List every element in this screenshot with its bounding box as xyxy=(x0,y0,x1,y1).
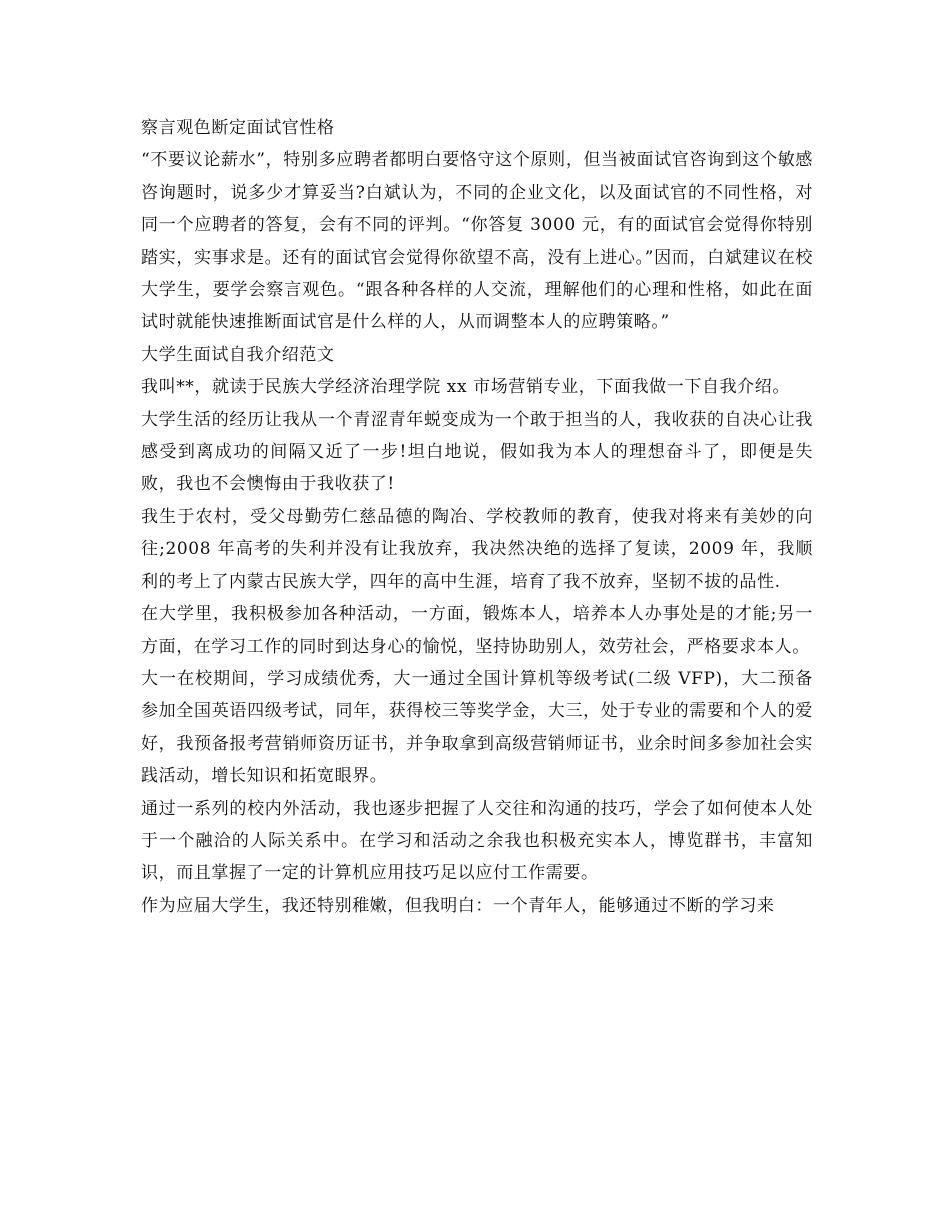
paragraph-communication-skills: 通过一系列的校内外活动，我也逐步把握了人交往和沟通的技巧，学会了如何使本人处于一个融洽的人际关系中。在学习和活动之余我也积极充实本人，博览群书，丰富知识，而且掌握了一定的计算机应用技巧足以应付工作需要。 xyxy=(141,798,813,884)
paragraph-achievements: 大一在校期间，学习成绩优秀，大一通过全国计算机等级考试(二级 VFP)，大二预备参加全国英语四级考试，同年，获得校三等奖学金，大三，处于专业的需要和个人的爱好，我预备报考营销师资历证书，并争取拿到高级营销师证书，业余时间多参加社会实践活动，增长知识和拓宽眼界。 xyxy=(141,668,813,787)
paragraph-university-life: 大学生活的经历让我从一个青涩青年蜕变成为一个敢于担当的人，我收获的自决心让我感受到离成功的间隔又近了一步!坦白地说，假如我为本人的理想奋斗了，即便是失败，我也不会懊悔由于我收获了! xyxy=(141,409,813,495)
paragraph-name-and-major: 我叫**，就读于民族大学经济治理学院 xx 市场营销专业，下面我做一下自我介绍。 xyxy=(141,377,790,398)
paragraph-conclusion: 作为应届大学生，我还特别稚嫩，但我明白：一个青年人，能够通过不断的学习来 xyxy=(141,895,775,916)
section-title-interviewer-personality: 察言观色断定面试官性格 xyxy=(141,118,335,138)
paragraph-background: 我生于农村，受父母勤劳仁慈品德的陶冶、学校教师的教育，使我对将来有美妙的向往;2008 年高考的失利并没有让我放弃，我决然决绝的选择了复读，2009 年，我顺利的考上了内蒙古民族大学，四年的高中生涯，培育了我不放弃，坚韧不拔的品性. xyxy=(141,506,813,592)
document-page xyxy=(141,112,813,922)
paragraph-salary-discussion: “不要议论薪水”，特别多应聘者都明白要恪守这个原则，但当被面试官咨询到这个敏感咨询题时，说多少才算妥当?白斌认为，不同的企业文化，以及面试官的不同性格，对同一个应聘者的答复，会有不同的评判。“你答复 3000 元，有的面试官会觉得你特别踏实，实事求是。还有的面试官会觉得你欲望不高，没有上进心。”因而，白斌建议在校大学生，要学会察言观色。“跟各种各样的人交流，理解他们的心理和性格，如此在面试时就能快速推断面试官是什么样的人，从而调整本人的应聘策略。” xyxy=(141,150,813,333)
section-title-self-introduction: 大学生面试自我介绍范文 xyxy=(141,344,335,365)
paragraph-activities: 在大学里，我积极参加各种活动，一方面，锻炼本人，培养本人办事处是的才能;另一方面，在学习工作的同时到达身心的愉悦，坚持协助别人，效劳社会，严格要求本人。 xyxy=(141,604,813,657)
